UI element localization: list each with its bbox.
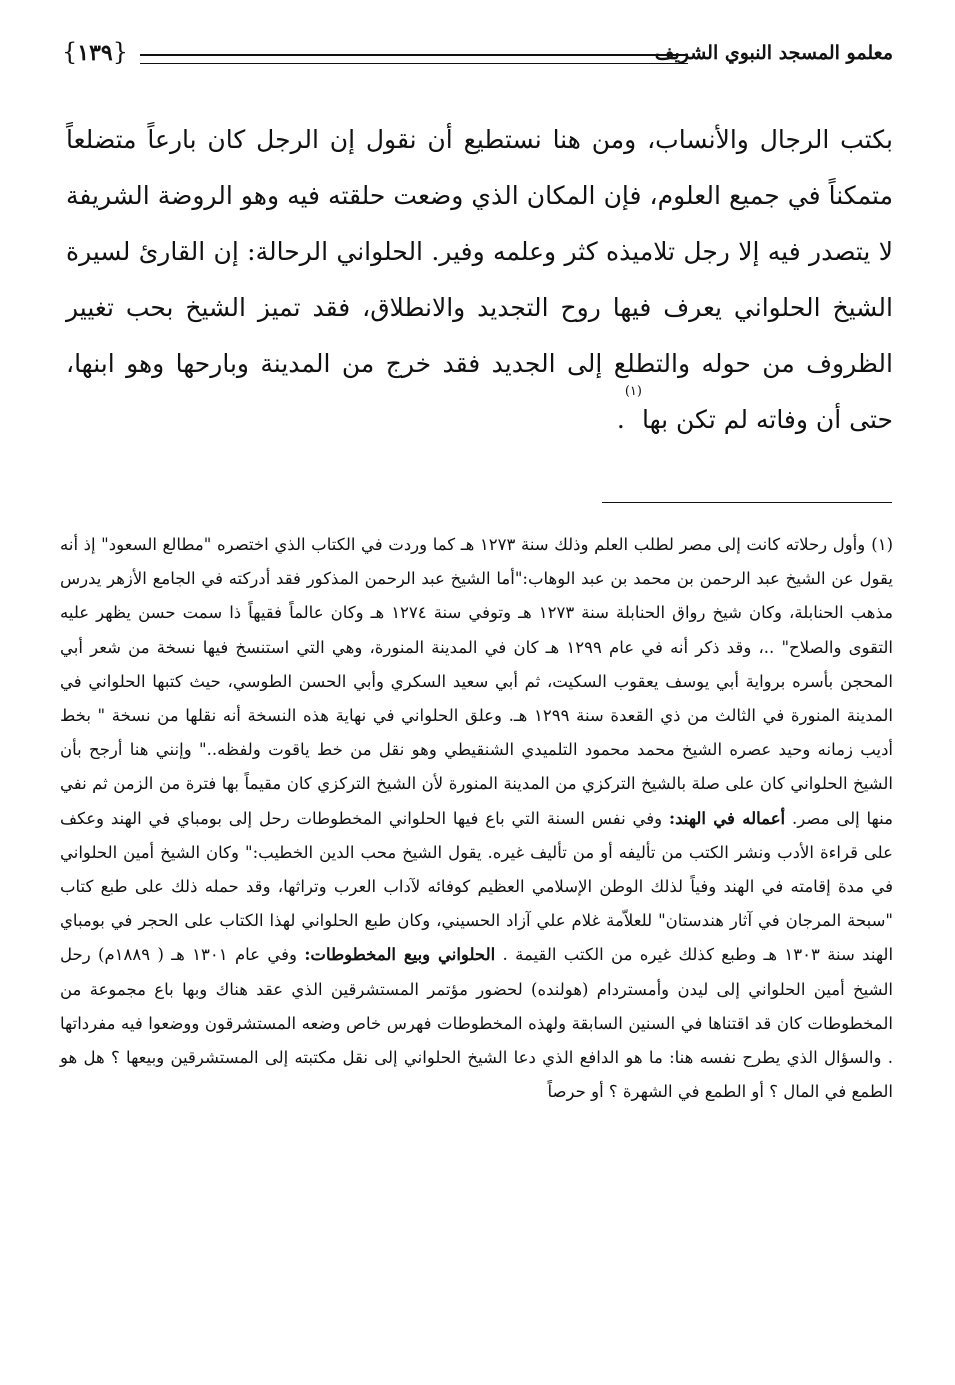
footnote-1: (١)وأول رحلاته كانت إلى مصر لطلب العلم وذلك سنة ١٢٧٣ هـ كما وردت في الكتاب الذي اختصره "مطالع السعود" إذ أنه يقول عن الشيخ عبد الرحمن بن محمد بن عبد الوهاب:"أما الشيخ عبد الرحمن المذكور فقد أدركته في الجامع الأزهر يدرس مذهب الحنابلة، وكان شيخ رواق الحنابلة سنة ١٢٧٣ هـ وتوفي سنة ١٢٧٤ هـ وكان عالماً فقيهاً ذا سمت حسن يظهر عليه التقوى والصلاح" ..، وقد ذكر أنه في عام ١٢٩٩ هـ كان في المدينة المنورة، وهي التي استنسخ فيها نسخة من شعر أبي المحجن بأسره برواية أبي يوسف يعقوب السكيت، ثم أبي سعيد السكري وأبي الحسن الطوسي، حيث كتبها الحلواني في المدينة المنورة في الثالث من ذي القعدة سنة ١٢٩٩ هـ. وعلق الحلواني في نهاية هذه النسخة أنه نقلها من نسخة " بخط أديب زمانه وحيد عصره الشيخ محمد محمود التلميدي الشنقيطي وهو نقل من خط ياقوت ولفظه.." وإنني هنا أرجح بأن الشيخ الحلواني كان على صلة بالشيخ التركزي من المدينة المنورة لأن الشيخ التركزي كان مقيماً بها فترة من الزمن ثم نفي منها إلى مصر. أعماله في الهند: وفي نفس السنة التي باع فيها الحلواني المخطوطات رحل إلى بومباي في الهند وعكف على قراءة الأدب ونشر الكتب من تأليفه أو من تأليف غيره. يقول الشيخ محب الدين الخطيب:" وكان الشيخ أمين الحلواني في مدة إقامته في الهند وفياً لذلك الوطن الإسلامي العظيم كوفائه لآداب العرب وتراثها، وقد حمله ذلك على طبع كتاب "سبحة المرجان في آثار هندستان" للعلاّمة غلام علي آزاد الحسيني، وكان طبع الحلواني لهذا الكتاب على الحجر في بومباي الهند سنة ١٣٠٣ هـ وطبع كذلك غيره من الكتب القيمة . الحلواني وبيع المخطوطات: وفي عام ١٣٠١ هـ ( ١٨٨٩م) رحل الشيخ أمين الحلواني إلى ليدن وأمستردام (هولنده) لحضور مؤتمر المستشرقين الذي عقد هناك وبها باع مجموعة من المخطوطات كان قد اقتناها في السنين السابقة ولهذه المخطوطات فهرس خاص وضعه المستشرقون ووضعوا فيه مفرداتها . والسؤال الذي يطرح نفسه هنا: ما هو الدافع الذي دعا الشيخ الحلواني إلى نقل مكتبته إلى المستشرقين وبيعها ؟ هل هو الطمع في المال ؟ أو الطمع في الشهرة ؟ أو حرصاً <box>60 535 894 1102</box>
page-number: {١٣٩} <box>62 38 129 66</box>
footnotes <box>60 528 893 1109</box>
footnote-reference[interactable]: (١) <box>624 384 642 399</box>
footnote-heading-manuscripts: الحلواني وبيع المخطوطات: <box>304 945 496 965</box>
footnote-marker: (١) <box>871 535 893 554</box>
main-paragraph: بكتب الرجال والأنساب، ومن هنا نستطيع أن نقول إن الرجل كان بارعاً متضلعاً متمكناً في جميع العلوم، فإن المكان الذي وضعت حلقته فيه وهو الروضة الشريفة لا يتصدر فيه إلا رجل تلاميذه كثر وعلمه وفير. الحلواني الرحالة: إن القارئ لسيرة الشيخ الحلواني يعرف فيها روح التجديد والانطلاق، فقد تميز الشيخ بحب تغيير الظروف من حوله والتطلع إلى الجديد فقد خرج من المدينة وبارحها وهو ابنها، حتى أن وفاته لم تكن بها$^{(١)}$. <box>66 125 893 434</box>
footnote-separator <box>602 502 892 503</box>
main-text <box>66 112 893 448</box>
header-rule <box>140 54 688 64</box>
running-header <box>62 28 893 78</box>
header-title: معلمو المسجد النبوي الشريف <box>654 42 893 64</box>
footnote-heading-india: أعماله في الهند: <box>668 808 786 828</box>
